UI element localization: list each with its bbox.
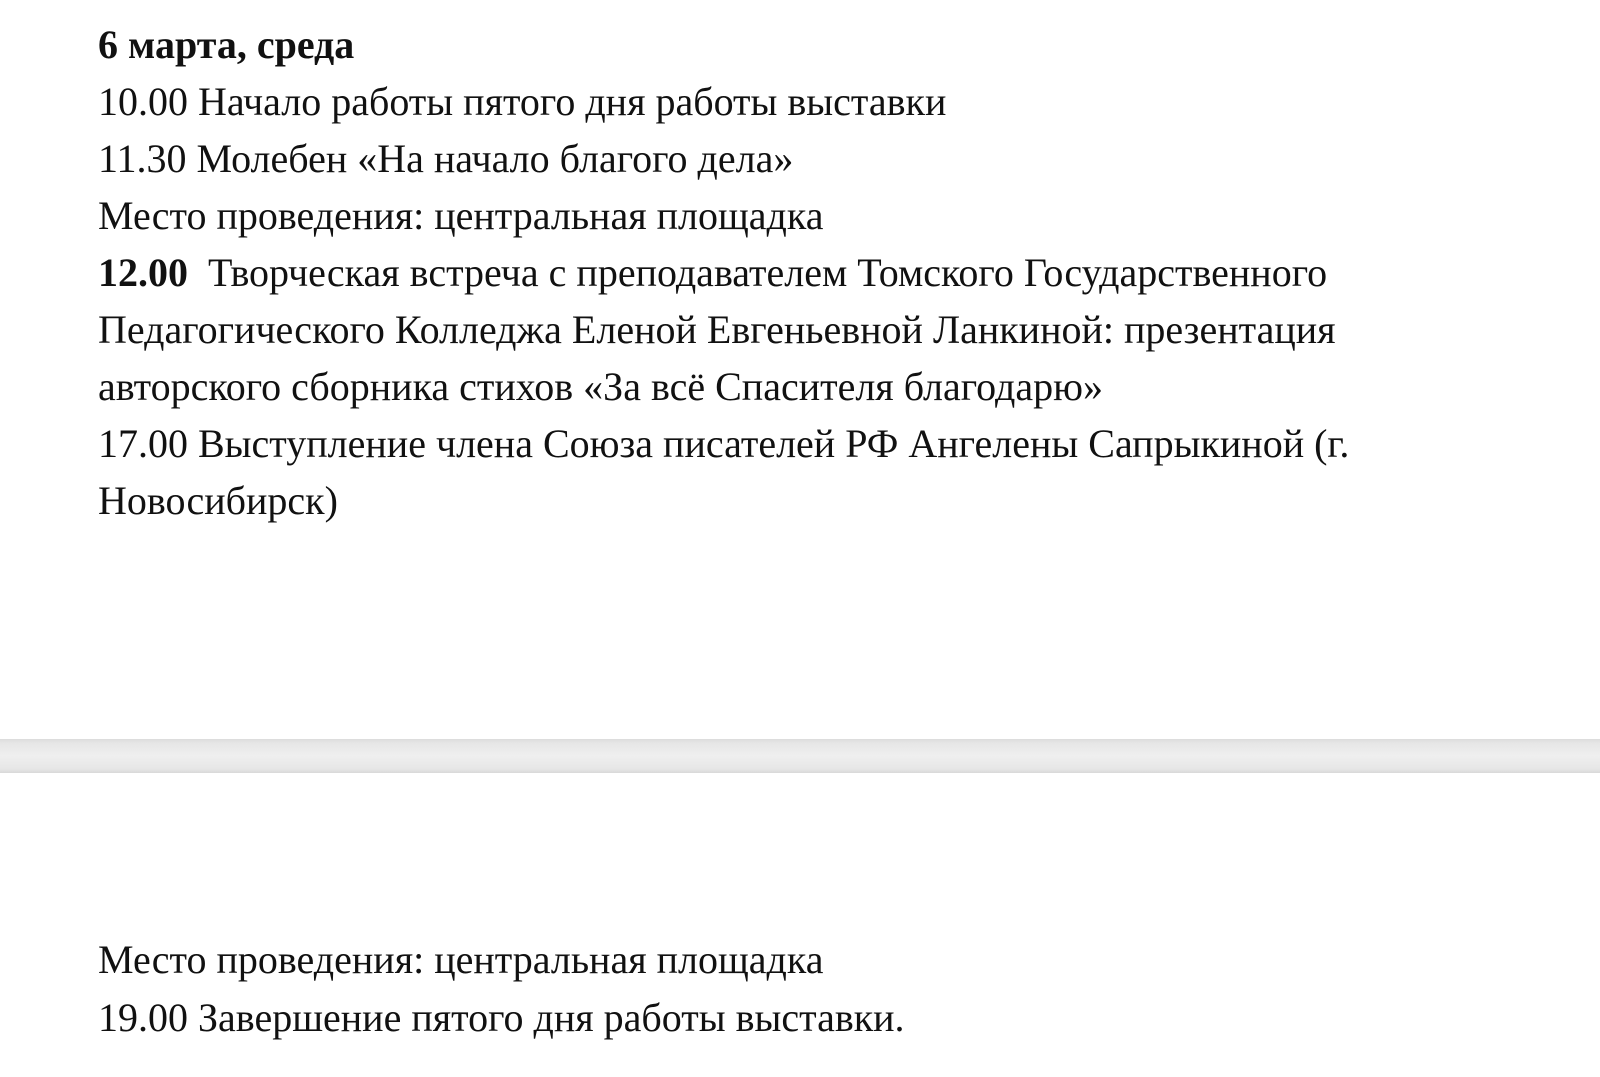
schedule-item-reading: 17.00 Выступление члена Союза писателей РФ Ангелены Сапрыкиной (г. [98,421,1350,466]
schedule-item-opening: 10.00 Начало работы пятого дня работы выставки [98,79,947,124]
schedule-item-meeting-text: Творческая встреча с преподавателем Томского Государственного [208,250,1328,295]
venue-line-2: Место проведения: центральная площадка [98,937,824,982]
schedule-item-meeting-cont-2: авторского сборника стихов «За всё Спасителя благодарю» [98,364,1104,409]
document-page-2 [0,773,1600,1077]
schedule-item-closing: 19.00 Завершение пятого дня работы выставки. [98,995,905,1040]
page-separator [0,739,1600,773]
schedule-item-prayer: 11.30 Молебен «На начало благого дела» [98,136,794,181]
day-heading: 6 марта, среда [98,22,355,67]
schedule-item-reading-cont: Новосибирск) [98,478,338,523]
schedule-item-meeting [98,244,1327,302]
venue-line: Место проведения: центральная площадка [98,193,824,238]
schedule-item-meeting-cont-1: Педагогического Колледжа Еленой Евгеньевной Ланкиной: презентация [98,307,1336,352]
schedule-item-meeting-time: 12.00 [98,250,188,295]
